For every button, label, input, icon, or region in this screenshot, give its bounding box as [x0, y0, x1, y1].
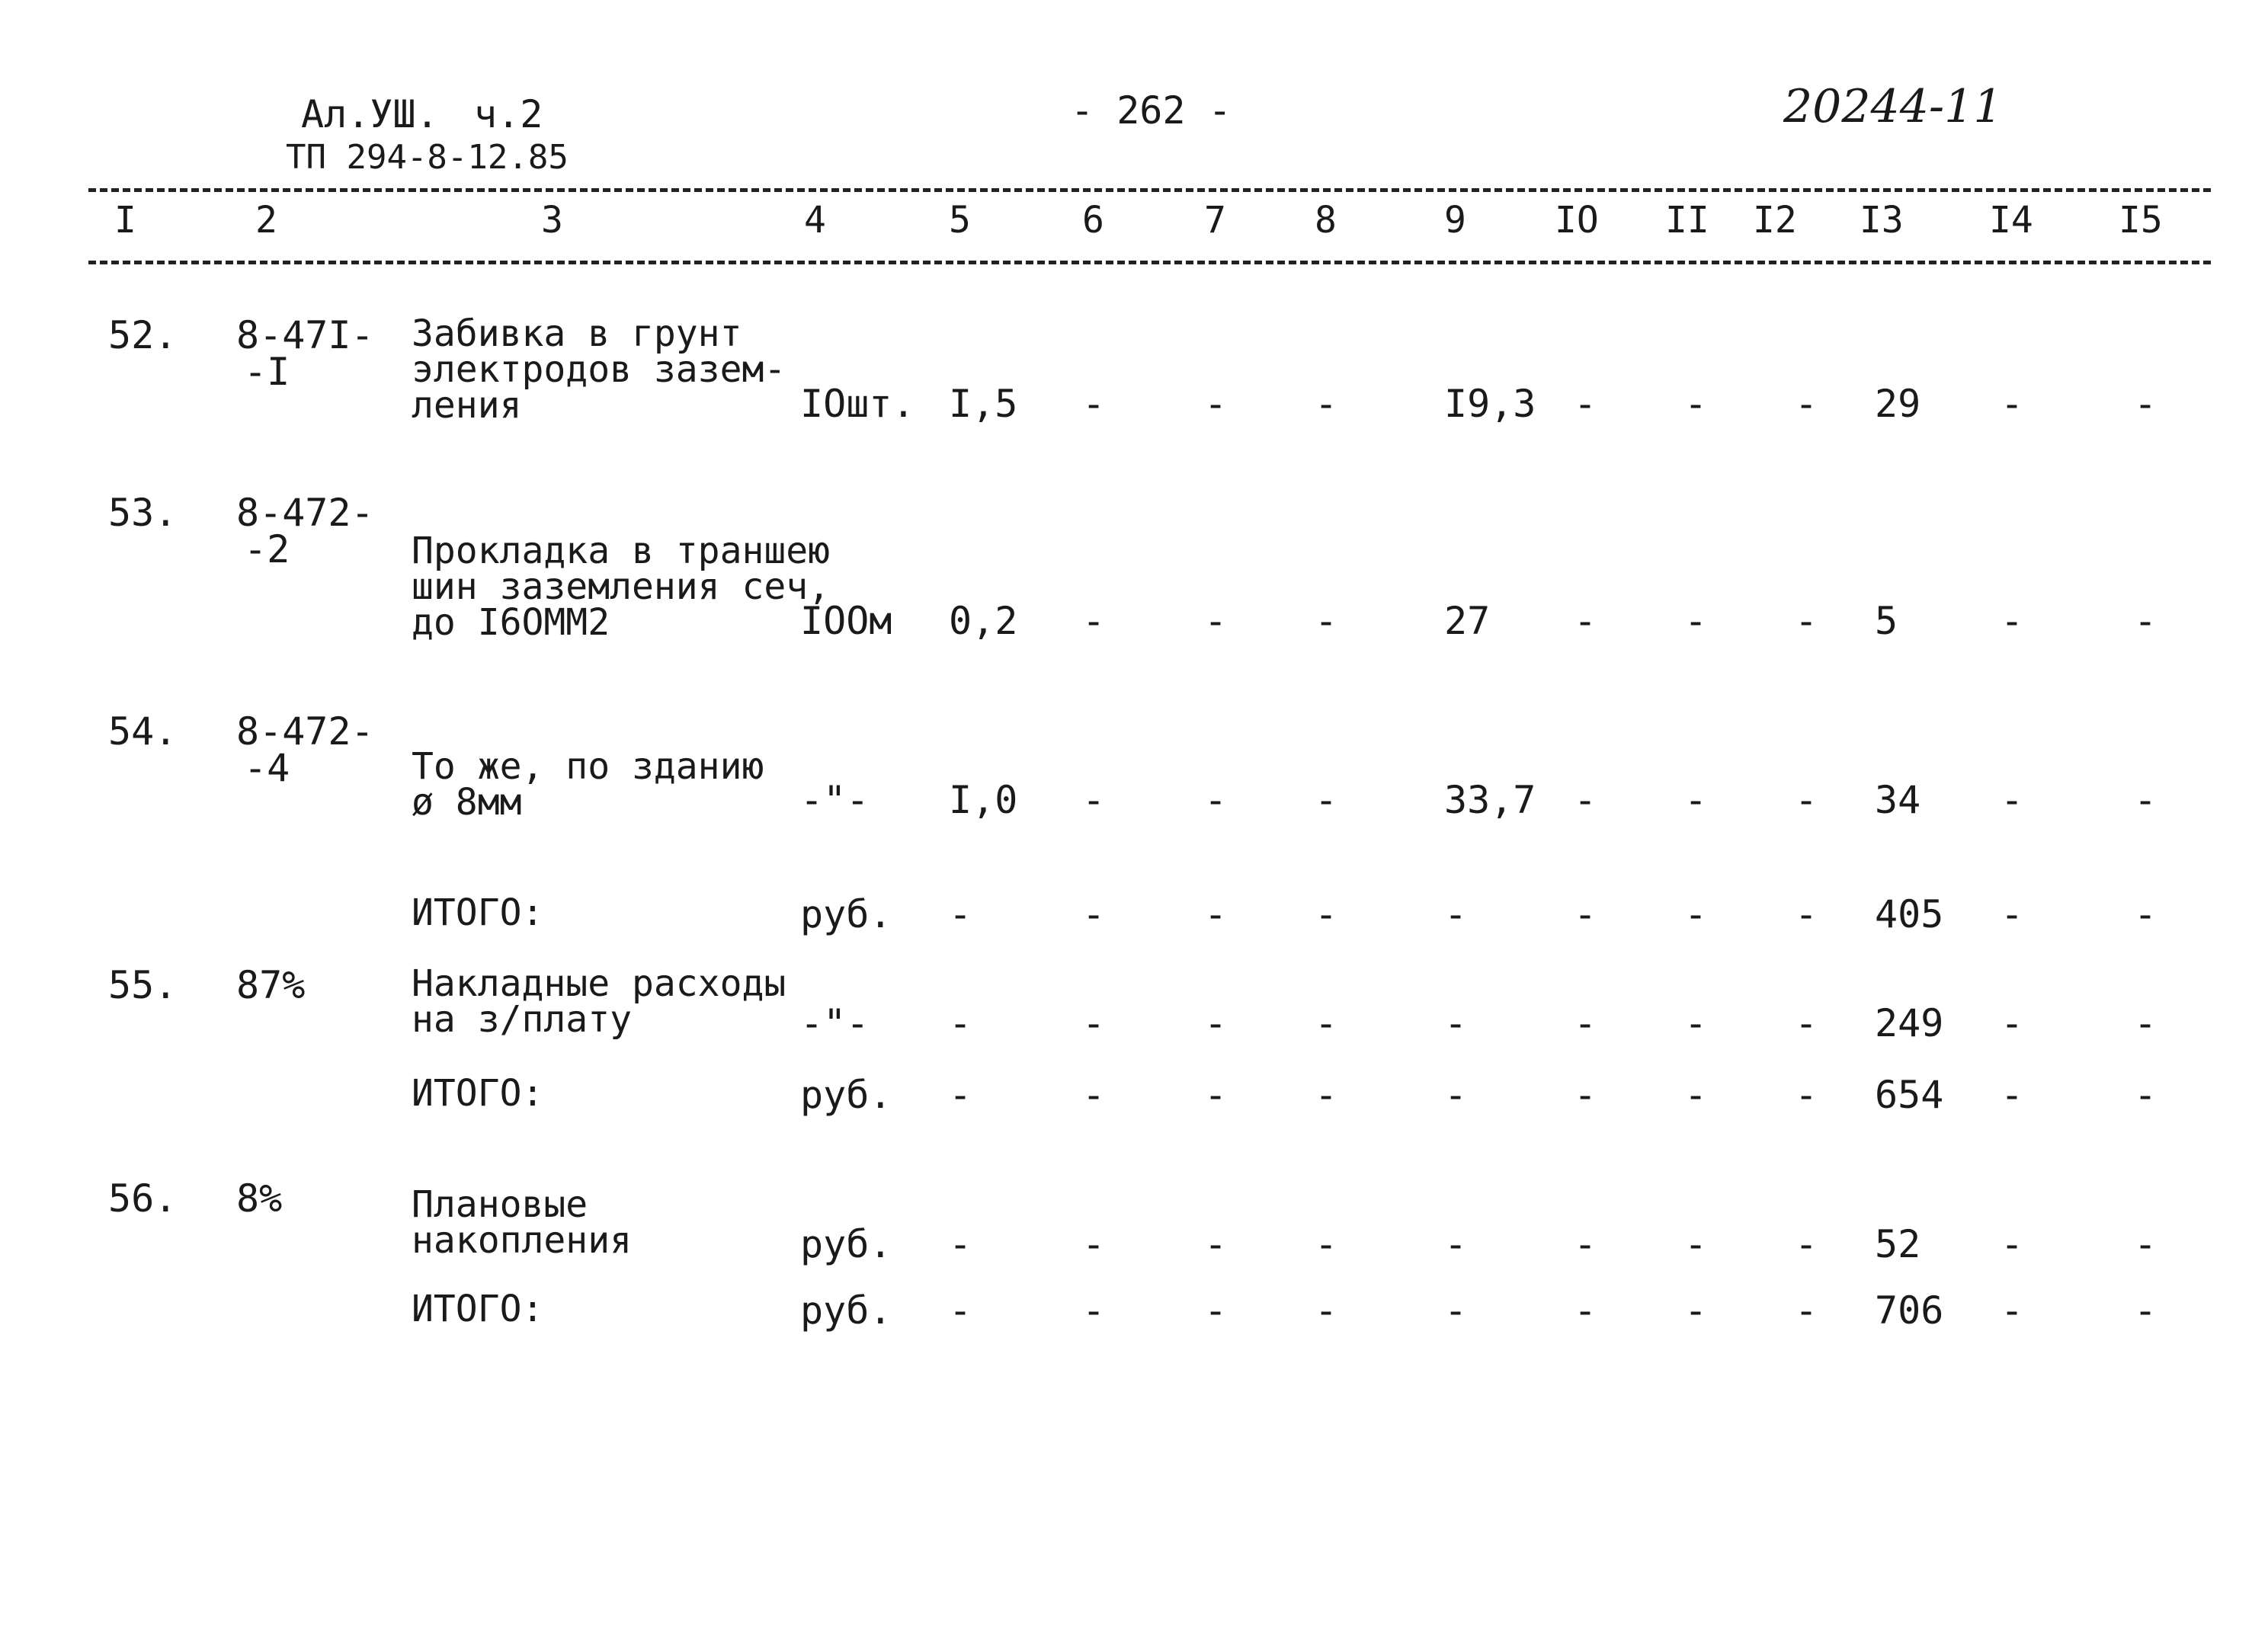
value-cell-col-12: - [1795, 778, 1818, 822]
norm-code: 8% [236, 1176, 283, 1221]
value-cell-col-13: 654 [1875, 1073, 1944, 1117]
value-cell-col-7: - [1204, 1288, 1228, 1333]
value-cell-col-5: 0,2 [949, 599, 1018, 643]
value-cell-col-9: - [1444, 1288, 1468, 1333]
value-cell-col-5: - [949, 1001, 972, 1045]
value-cell-col-10: - [1574, 1001, 1597, 1045]
value-cell-col-9: - [1444, 1073, 1468, 1117]
norm-code: -4 [244, 746, 290, 790]
value-cell-col-9: - [1444, 892, 1468, 936]
value-cell-col-15: - [2134, 1288, 2157, 1333]
value-cell-col-8: - [1315, 892, 1338, 936]
value-cell-col-14: - [2001, 1222, 2024, 1266]
value-cell-col-11: - [1684, 1222, 1708, 1266]
value-cell-col-12: - [1795, 1073, 1818, 1117]
value-cell-col-13: 706 [1875, 1288, 1944, 1333]
doc-code: ТП 294-8-12.85 [286, 138, 569, 177]
column-header-10: IO [1555, 199, 1599, 242]
value-cell-col-7: - [1204, 892, 1228, 936]
value-cell-col-7: - [1204, 1073, 1228, 1117]
norm-code: -I [244, 350, 290, 394]
value-cell-col-12: - [1795, 1222, 1818, 1266]
value-cell-col-10: - [1574, 1073, 1597, 1117]
value-cell-col-8: - [1315, 1001, 1338, 1045]
value-cell-col-13: 5 [1875, 599, 1898, 643]
value-cell-col-12: - [1795, 1288, 1818, 1333]
work-description: до I6OMM2 [412, 601, 610, 644]
value-cell-col-11: - [1684, 382, 1708, 426]
value-cell-col-10: - [1574, 382, 1597, 426]
value-cell-col-10: - [1574, 778, 1597, 822]
value-cell-col-13: 405 [1875, 892, 1944, 936]
row-number: 56. [108, 1176, 178, 1221]
row-number: 53. [108, 491, 178, 535]
value-cell-col-12: - [1795, 599, 1818, 643]
column-header-5: 5 [949, 199, 971, 242]
value-cell-col-8: - [1315, 1073, 1338, 1117]
unit-cell: руб. [800, 1222, 892, 1266]
column-header-12: I2 [1753, 199, 1797, 242]
value-cell-col-6: - [1082, 1073, 1106, 1117]
value-cell-col-12: - [1795, 1001, 1818, 1045]
value-cell-col-6: - [1082, 892, 1106, 936]
value-cell-col-14: - [2001, 892, 2024, 936]
value-cell-col-15: - [2134, 1222, 2157, 1266]
unit-cell: IOшт. [800, 382, 915, 426]
work-description: ИТОГО: [412, 1072, 544, 1115]
value-cell-col-11: - [1684, 1288, 1708, 1333]
handwritten-number: 20244-11 [1783, 80, 2003, 133]
column-header-8: 8 [1315, 199, 1337, 242]
part-label: ч.2 [474, 92, 543, 136]
work-description: ø 8мм [412, 781, 522, 824]
norm-code: 8-47I- [236, 313, 374, 357]
value-cell-col-7: - [1204, 382, 1228, 426]
value-cell-col-8: - [1315, 778, 1338, 822]
value-cell-col-13: 34 [1875, 778, 1921, 822]
work-description: Плановые [412, 1183, 588, 1226]
unit-cell: руб. [800, 1288, 892, 1333]
value-cell-col-7: - [1204, 599, 1228, 643]
value-cell-col-12: - [1795, 382, 1818, 426]
value-cell-col-15: - [2134, 892, 2157, 936]
work-description: Накладные расходы [412, 962, 786, 1005]
value-cell-col-15: - [2134, 1001, 2157, 1045]
unit-cell: руб. [800, 1073, 892, 1117]
value-cell-col-10: - [1574, 1288, 1597, 1333]
value-cell-col-13: 29 [1875, 382, 1921, 426]
value-cell-col-6: - [1082, 778, 1106, 822]
column-header-4: 4 [804, 199, 826, 242]
value-cell-col-8: - [1315, 1222, 1338, 1266]
value-cell-col-11: - [1684, 778, 1708, 822]
value-cell-col-13: 249 [1875, 1001, 1944, 1045]
series-label: Ал.УШ. [301, 92, 439, 136]
work-description: накопления [412, 1219, 632, 1262]
value-cell-col-7: - [1204, 1222, 1228, 1266]
value-cell-col-6: - [1082, 1288, 1106, 1333]
column-header-6: 6 [1082, 199, 1104, 242]
unit-cell: -"- [800, 778, 870, 822]
unit-cell: IOOм [800, 599, 892, 643]
value-cell-col-5: I,5 [949, 382, 1018, 426]
value-cell-col-9: I9,3 [1444, 382, 1536, 426]
value-cell-col-13: 52 [1875, 1222, 1921, 1266]
work-description: шин заземления сеч, [412, 565, 831, 608]
row-number: 54. [108, 709, 178, 754]
value-cell-col-5: - [949, 1222, 972, 1266]
column-header-7: 7 [1204, 199, 1226, 242]
work-description: Прокладка в траншею [412, 530, 831, 572]
column-header-1: I [114, 199, 136, 242]
value-cell-col-9: - [1444, 1001, 1468, 1045]
page-number: - 262 - [1071, 88, 1232, 133]
value-cell-col-15: - [2134, 778, 2157, 822]
work-description: на з/плату [412, 998, 632, 1041]
norm-code: 8-472- [236, 709, 374, 754]
work-description: ления [412, 384, 522, 427]
value-cell-col-9: 27 [1444, 599, 1491, 643]
value-cell-col-14: - [2001, 778, 2024, 822]
value-cell-col-9: 33,7 [1444, 778, 1536, 822]
value-cell-col-5: - [949, 1073, 972, 1117]
work-description: То же, по зданию [412, 745, 764, 788]
value-cell-col-5: - [949, 1288, 972, 1333]
value-cell-col-7: - [1204, 778, 1228, 822]
value-cell-col-14: - [2001, 382, 2024, 426]
norm-code: 87% [236, 963, 306, 1007]
value-cell-col-10: - [1574, 1222, 1597, 1266]
value-cell-col-11: - [1684, 1073, 1708, 1117]
column-header-14: I4 [1989, 199, 2033, 242]
work-description: Забивка в грунт [412, 312, 742, 355]
value-cell-col-14: - [2001, 599, 2024, 643]
unit-cell: -"- [800, 1001, 870, 1045]
value-cell-col-7: - [1204, 1001, 1228, 1045]
value-cell-col-8: - [1315, 1288, 1338, 1333]
value-cell-col-6: - [1082, 599, 1106, 643]
value-cell-col-11: - [1684, 1001, 1708, 1045]
norm-code: -2 [244, 527, 290, 571]
value-cell-col-12: - [1795, 892, 1818, 936]
unit-cell: руб. [800, 892, 892, 936]
value-cell-col-10: - [1574, 892, 1597, 936]
header-rule-bottom [88, 261, 2211, 264]
value-cell-col-11: - [1684, 599, 1708, 643]
work-description: электродов зазем- [412, 348, 786, 391]
work-description: ИТОГО: [412, 1288, 544, 1330]
value-cell-col-11: - [1684, 892, 1708, 936]
value-cell-col-15: - [2134, 1073, 2157, 1117]
value-cell-col-5: I,0 [949, 778, 1018, 822]
column-header-15: I5 [2119, 199, 2163, 242]
column-header-3: 3 [541, 199, 563, 242]
value-cell-col-9: - [1444, 1222, 1468, 1266]
column-header-2: 2 [255, 199, 277, 242]
value-cell-col-8: - [1315, 382, 1338, 426]
row-number: 52. [108, 313, 178, 357]
value-cell-col-6: - [1082, 382, 1106, 426]
work-description: ИТОГО: [412, 891, 544, 934]
value-cell-col-6: - [1082, 1222, 1106, 1266]
value-cell-col-6: - [1082, 1001, 1106, 1045]
norm-code: 8-472- [236, 491, 374, 535]
column-header-13: I3 [1860, 199, 1904, 242]
value-cell-col-14: - [2001, 1288, 2024, 1333]
value-cell-col-10: - [1574, 599, 1597, 643]
value-cell-col-5: - [949, 892, 972, 936]
value-cell-col-15: - [2134, 599, 2157, 643]
column-header-11: II [1665, 199, 1709, 242]
value-cell-col-14: - [2001, 1001, 2024, 1045]
row-number: 55. [108, 963, 178, 1007]
column-header-9: 9 [1444, 199, 1466, 242]
value-cell-col-15: - [2134, 382, 2157, 426]
value-cell-col-8: - [1315, 599, 1338, 643]
value-cell-col-14: - [2001, 1073, 2024, 1117]
header-rule-top [88, 188, 2211, 192]
